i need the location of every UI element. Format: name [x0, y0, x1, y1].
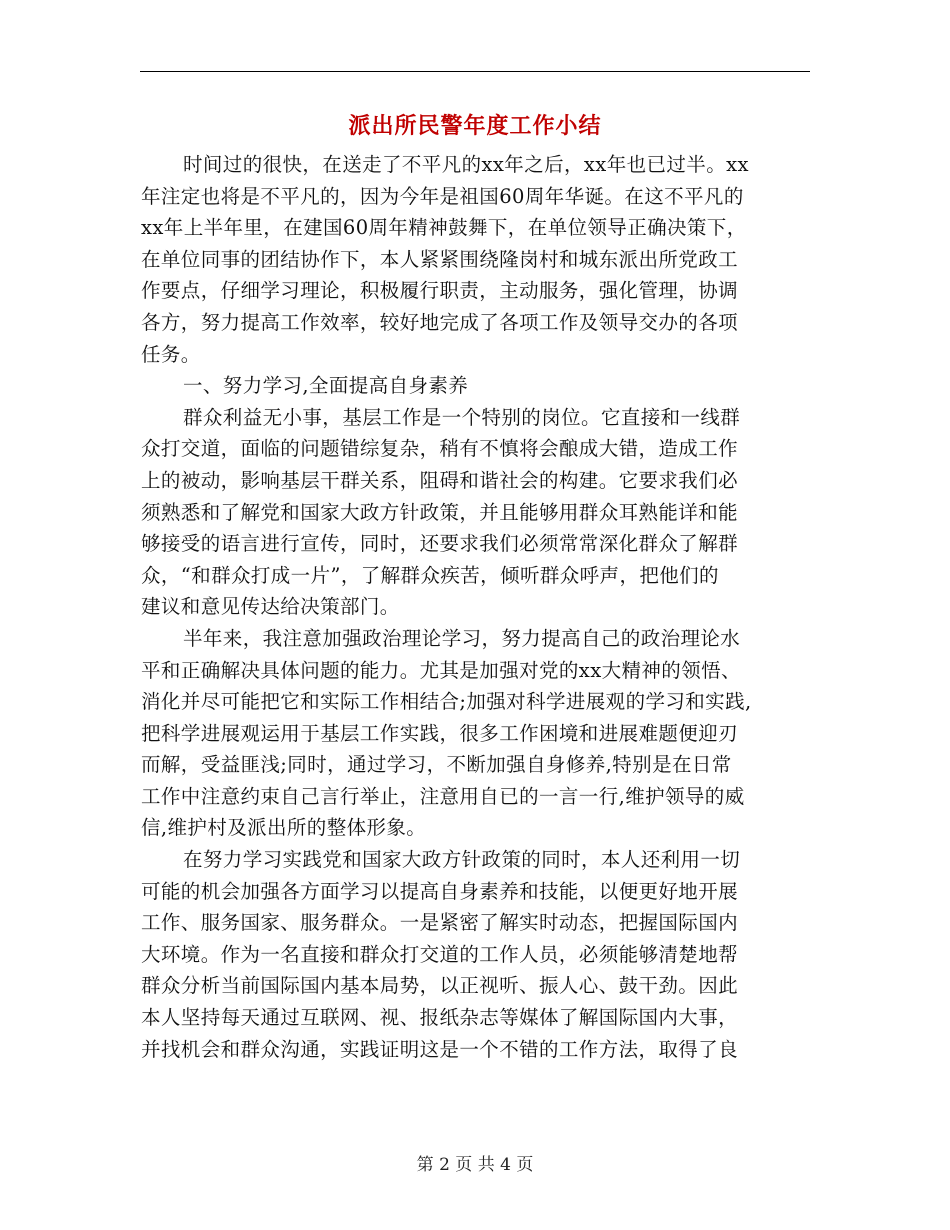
- text-line: 消化并尽可能把它和实际工作相结合;加强对科学进展观的学习和实践,: [141, 690, 752, 714]
- text-line: 可能的机会加强各方面学习以提高自身素养和技能，以便更好地开展: [141, 879, 739, 903]
- text-line: 在努力学习实践党和国家大政方针政策的同时，本人还利用一切: [183, 848, 741, 872]
- text-line: 时间过的很快，在送走了不平凡的xx年之后，xx年也已过半。xx: [183, 153, 749, 176]
- text-line: 本人坚持每天通过互联网、视、报纸杂志等媒体了解国际国内大事，: [141, 1006, 739, 1030]
- document-title: 派出所民警年度工作小结: [348, 113, 602, 139]
- text-line: 作要点，仔细学习理论，积极履行职责，主动服务，强化管理，协调: [141, 279, 739, 303]
- text-line: 大环境。作为一名直接和群众打交道的工作人员，必须能够清楚地帮: [141, 942, 739, 966]
- text-line: 众打交道，面临的问题错综复杂，稍有不慎将会酿成大错，造成工作: [141, 437, 739, 461]
- text-line: 在单位同事的团结协作下，本人紧紧围绕隆岗村和城东派出所党政工: [141, 247, 739, 271]
- text-line: 工作、服务国家、服务群众。一是紧密了解实时动态，把握国际国内: [141, 911, 739, 935]
- page-footer: 第 2 页 共 4 页: [416, 1155, 534, 1175]
- text-line: 工作中注意约束自己言行举止，注意用自已的一言一行,维护领导的威: [141, 784, 745, 808]
- text-line: 一、努力学习,全面提高自身素养: [183, 374, 469, 398]
- text-line: 众，“和群众打成一片”，了解群众疾苦，倾听群众呼声，把他们的: [141, 563, 719, 587]
- text-line: 建议和意见传达给决策部门。: [141, 595, 400, 619]
- text-line: xx年上半年里，在建国60周年精神鼓舞下，在单位领导正确决策下，: [141, 216, 747, 240]
- text-line: 各方，努力提高工作效率，较好地完成了各项工作及领导交办的各项: [141, 310, 739, 334]
- text-line: 信,维护村及派出所的整体形象。: [141, 816, 427, 840]
- text-line: 任务。: [141, 342, 201, 366]
- text-line: 年注定也将是不平凡的，因为今年是祖国60周年华诞。在这不平凡的: [141, 184, 744, 208]
- text-line: 够接受的语言进行宣传，同时，还要求我们必须常常深化群众了解群: [141, 532, 739, 556]
- text-line: 半年来，我注意加强政治理论学习，努力提高自己的政治理论水: [183, 626, 741, 650]
- document-body: [141, 149, 811, 1065]
- text-line: 群众利益无小事，基层工作是一个特别的岗位。它直接和一线群: [183, 405, 741, 429]
- text-line: 平和正确解决具体问题的能力。尤其是加强对党的xx大精神的领悟、: [141, 658, 741, 682]
- text-line: 并找机会和群众沟通，实践证明这是一个不错的工作方法，取得了良: [141, 1037, 739, 1061]
- text-line: 把科学进展观运用于基层工作实践，很多工作困境和进展难题便迎刃: [141, 721, 739, 745]
- text-line: 上的被动，影响基层干群关系，阻碍和谐社会的构建。它要求我们必: [141, 468, 739, 492]
- header-rule: [140, 71, 810, 72]
- text-line: 而解，受益匪浅;同时，通过学习，不断加强自身修养,特别是在日常: [141, 753, 732, 777]
- text-line: 群众分析当前国际国内基本局势，以正视听、振人心、鼓干劲。因此: [141, 974, 739, 998]
- text-line: 须熟悉和了解党和国家大政方针政策，并且能够用群众耳熟能详和能: [141, 500, 739, 524]
